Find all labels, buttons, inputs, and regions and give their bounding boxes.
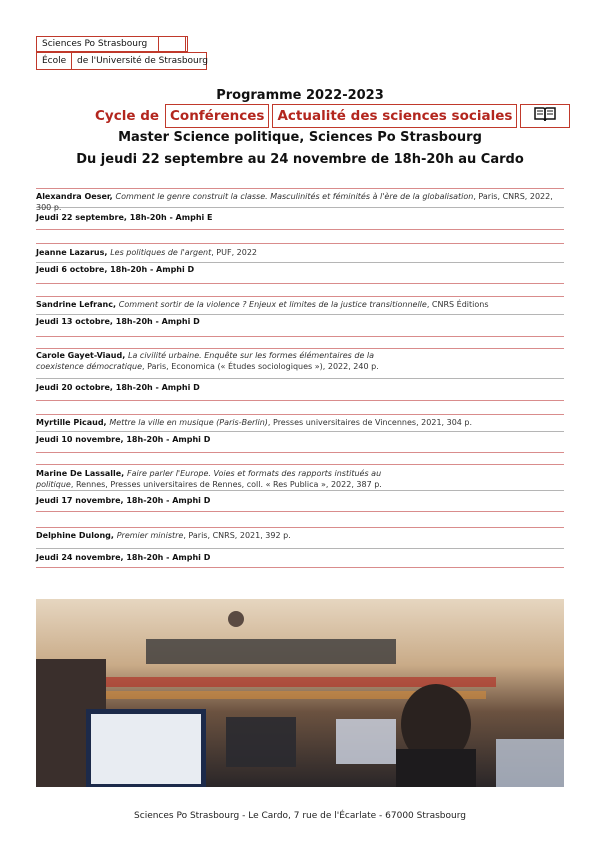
dates-title: Du jeudi 22 septembre au 24 novembre de 18h-20h au Cardo xyxy=(76,152,524,167)
logo-line2a: École xyxy=(36,52,72,70)
session-date: Jeudi 10 novembre, 18h-20h - Amphi D xyxy=(36,435,211,444)
book-title: Comment sortir de la violence ? Enjeux et limites de la justice transitionnelle xyxy=(118,300,427,309)
book-title: Les politiques de l'argent xyxy=(110,248,212,257)
session-date: Jeudi 13 octobre, 18h-20h - Amphi D xyxy=(36,317,200,326)
session-date: Jeudi 6 octobre, 18h-20h - Amphi D xyxy=(36,265,195,274)
session-date: Jeudi 24 novembre, 18h-20h - Amphi D xyxy=(36,553,211,562)
publication-info: , Paris, CNRS, 2021, 392 p. xyxy=(183,531,291,540)
session-date: Jeudi 20 octobre, 18h-20h - Amphi D xyxy=(36,383,200,392)
logo-line1: Sciences Po Strasbourg xyxy=(36,36,159,52)
author-name: Alexandra Oeser, xyxy=(36,192,116,201)
author-name: Marine De Lassalle, xyxy=(36,469,127,478)
session-date: Jeudi 17 novembre, 18h-20h - Amphi D xyxy=(36,496,211,505)
divider xyxy=(36,243,564,244)
footer-address: Sciences Po Strasbourg - Le Cardo, 7 rue de l'Écarlate - 67000 Strasbourg xyxy=(134,811,466,821)
cycle-de-label: Cycle de xyxy=(95,108,160,124)
book-reference xyxy=(36,469,416,490)
programme-title: Programme 2022-2023 xyxy=(216,88,384,103)
divider xyxy=(36,511,564,512)
book-reference xyxy=(36,192,564,213)
divider xyxy=(36,336,564,337)
divider xyxy=(36,464,564,465)
divider xyxy=(36,452,564,453)
divider xyxy=(36,490,564,491)
publication-info: , Rennes, Presses universitaires de Rennes, coll. « Res Publica », 2022, 387 p. xyxy=(70,479,382,489)
lecture-hall-photo xyxy=(36,599,564,787)
author-name: Sandrine Lefranc, xyxy=(36,300,119,309)
divider xyxy=(36,431,564,432)
session-date: Jeudi 22 septembre, 18h-20h - Amphi E xyxy=(36,213,213,222)
author-name: Jeanne Lazarus, xyxy=(36,248,111,257)
logo-cell-right xyxy=(158,36,186,53)
book-reference xyxy=(36,248,564,259)
publication-info: , Presses universitaires de Vincennes, 2021, 304 p. xyxy=(267,418,473,427)
author-name: Delphine Dulong, xyxy=(36,531,117,540)
divider xyxy=(36,188,564,189)
cycle-title xyxy=(92,104,570,128)
book-title: Faire parler l'Europe. Voies et formats des rapports institués au politique xyxy=(36,469,382,489)
book-reference xyxy=(36,531,564,542)
publication-info: , Paris, Economica (« Études sociologiques »), 2022, 240 p. xyxy=(142,361,379,371)
divider xyxy=(36,378,564,379)
divider xyxy=(36,567,564,568)
book-reference xyxy=(36,351,416,372)
book-reference xyxy=(36,300,564,311)
book-icon-box xyxy=(520,104,570,128)
publication-info: , PUF, 2022 xyxy=(211,248,258,257)
publication-info: , CNRS Éditions xyxy=(426,300,489,309)
divider xyxy=(36,314,564,315)
author-name: Myrtille Picaud, xyxy=(36,418,110,427)
author-name: Carole Gayet-Viaud, xyxy=(36,351,129,360)
divider xyxy=(36,262,564,263)
master-title: Master Science politique, Sciences Po Strasbourg xyxy=(118,130,482,145)
conferences-box: Conférences xyxy=(165,104,269,128)
book-title: Premier ministre xyxy=(116,531,184,540)
divider xyxy=(36,296,564,297)
book-title: La civilité urbaine. Enquête sur les formes élémentaires de la coexistence démocratique xyxy=(36,351,375,371)
divider xyxy=(36,348,564,349)
book-icon xyxy=(534,106,556,126)
divider xyxy=(36,283,564,284)
actualite-box: Actualité des sciences sociales xyxy=(272,104,517,128)
book-title: Mettre la ville en musique (Paris-Berlin) xyxy=(109,418,268,427)
divider xyxy=(36,527,564,528)
divider xyxy=(36,229,564,230)
book-reference xyxy=(36,418,564,429)
divider xyxy=(36,414,564,415)
divider xyxy=(36,400,564,401)
book-title: Comment le genre construit la classe. Masculinités et féminités à l'ère de la globalisation xyxy=(115,192,474,201)
publication-info: , Paris, CNRS, 2022, 300 p. xyxy=(36,192,553,212)
divider xyxy=(36,548,564,549)
logo-line2b: de l'Université de Strasbourg xyxy=(71,52,207,70)
